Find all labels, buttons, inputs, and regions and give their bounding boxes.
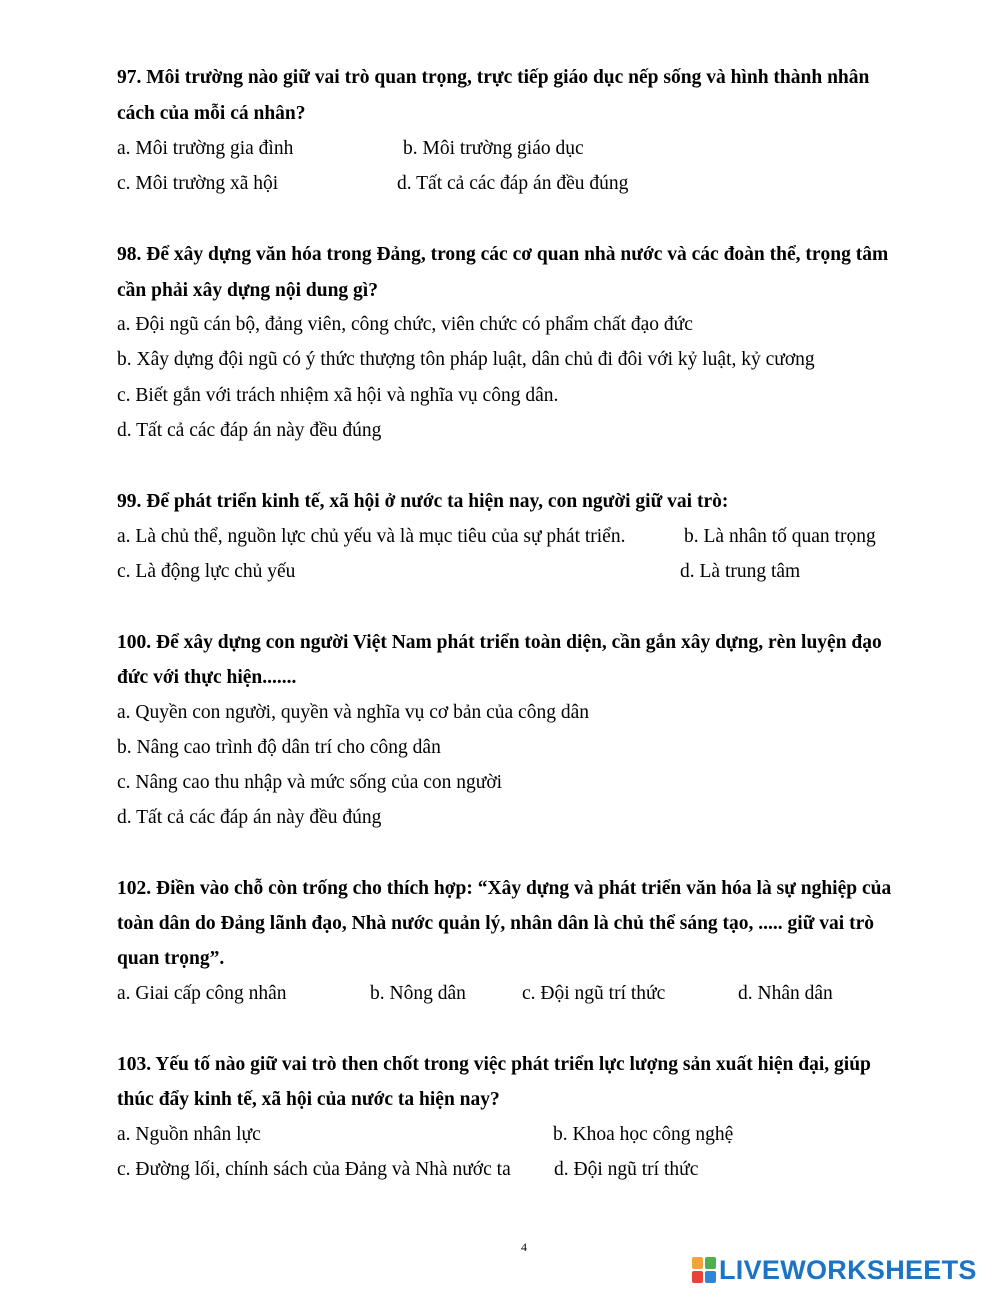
question-102-option-b: b. Nông dân (370, 983, 466, 1004)
question-103-line-1: 103. Yếu tố nào giữ vai trò then chốt trong việc phát triển lực lượng sản xuất hiện đại, giúp (117, 1054, 871, 1075)
question-98-line-1: 98. Để xây dựng văn hóa trong Đảng, trong các cơ quan nhà nước và các đoàn thể, trọng tâm (117, 244, 889, 265)
question-102-line-2: toàn dân do Đảng lãnh đạo, Nhà nước quản lý, nhân dân là chủ thể sáng tạo, ..... giữ vai trò (117, 913, 874, 934)
question-97-line-1: 97. Môi trường nào giữ vai trò quan trọng, trực tiếp giáo dục nếp sống và hình thành nhân (117, 67, 870, 88)
page-number: 4 (521, 1240, 527, 1254)
question-102-option-d: d. Nhân dân (738, 983, 833, 1004)
question-97-option-b: b. Môi trường giáo dục (403, 138, 584, 159)
question-103-option-d: d. Đội ngũ trí thức (554, 1159, 699, 1180)
question-97-option-a: a. Môi trường gia đình (117, 138, 294, 159)
question-102-line-1: 102. Điền vào chỗ còn trống cho thích hợp: “Xây dựng và phát triển văn hóa là sự nghiệp của (117, 878, 892, 899)
question-99-line-1: 99. Để phát triển kinh tế, xã hội ở nước ta hiện nay, con người giữ vai trò: (117, 491, 729, 512)
question-99-option-b: b. Là nhân tố quan trọng (684, 526, 876, 547)
question-98-option-c: c. Biết gắn với trách nhiệm xã hội và nghĩa vụ công dân. (117, 385, 559, 406)
question-98-option-a: a. Đội ngũ cán bộ, đảng viên, công chức, viên chức có phẩm chất đạo đức (117, 314, 693, 335)
question-102-line-3: quan trọng”. (117, 948, 225, 969)
question-102-option-a: a. Giai cấp công nhân (117, 983, 287, 1004)
question-98-option-d: d. Tất cả các đáp án này đều đúng (117, 420, 382, 441)
question-103-line-2: thúc đẩy kinh tế, xã hội của nước ta hiện nay? (117, 1089, 500, 1110)
liveworksheets-logo (692, 1253, 977, 1287)
question-97-line-2: cách của mỗi cá nhân? (117, 103, 306, 124)
brand-text: LIVEWORKSHEETS (719, 1254, 977, 1285)
question-100-line-2: đức với thực hiện....... (117, 667, 297, 688)
question-100-line-1: 100. Để xây dựng con người Việt Nam phát triển toàn diện, cần gắn xây dựng, rèn luyện đạo (117, 632, 882, 653)
question-97-option-c: c. Môi trường xã hội (117, 173, 279, 194)
liveworksheets-icon (692, 1257, 716, 1283)
question-99-option-d: d. Là trung tâm (680, 561, 801, 582)
question-100-option-d: d. Tất cả các đáp án này đều đúng (117, 807, 382, 828)
question-100-option-c: c. Nâng cao thu nhập và mức sống của con người (117, 772, 503, 793)
question-99-option-a: a. Là chủ thể, nguồn lực chủ yếu và là mục tiêu của sự phát triển. (117, 526, 626, 547)
question-103-option-b: b. Khoa học công nghệ (553, 1124, 734, 1145)
question-103-option-a: a. Nguồn nhân lực (117, 1124, 261, 1145)
question-98-line-2: cần phải xây dựng nội dung gì? (117, 280, 378, 301)
question-98-option-b: b. Xây dựng đội ngũ có ý thức thượng tôn pháp luật, dân chủ đi đôi với kỷ luật, kỷ cương (117, 349, 815, 370)
question-100-option-b: b. Nâng cao trình độ dân trí cho công dân (117, 737, 441, 758)
question-100-option-a: a. Quyền con người, quyền và nghĩa vụ cơ bản của công dân (117, 702, 589, 723)
question-97-option-d: d. Tất cả các đáp án đều đúng (397, 173, 629, 194)
question-103-option-c: c. Đường lối, chính sách của Đảng và Nhà nước ta (117, 1159, 511, 1180)
question-99-option-c: c. Là động lực chủ yếu (117, 561, 296, 582)
question-102-option-c: c. Đội ngũ trí thức (522, 983, 666, 1004)
